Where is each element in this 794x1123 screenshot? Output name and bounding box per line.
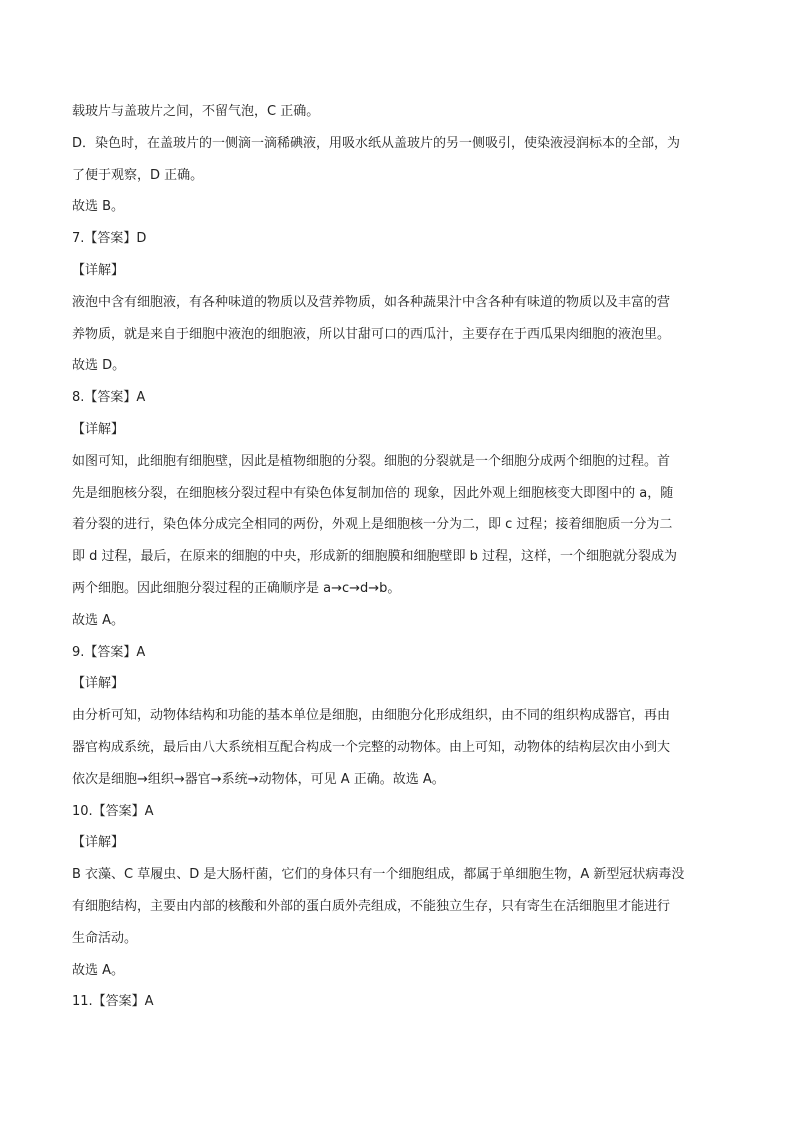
answer-heading-10: 10.【答案】A bbox=[72, 803, 154, 819]
text-line: 两个细胞。因此细胞分裂过程的正确顺序是 a→c→d→b。 bbox=[72, 580, 401, 596]
text-line: 养物质，就是来自于细胞中液泡的细胞液，所以甘甜可口的西瓜汁，主要存在于西瓜果肉细胞的液泡里。 bbox=[72, 326, 671, 342]
text-line: B 衣藻、C 草履虫、D 是大肠杆菌，它们的身体只有一个细胞组成，都属于单细胞生物，A 新型冠状病毒没 bbox=[72, 867, 685, 883]
answer-heading-11: 11.【答案】A bbox=[72, 994, 154, 1010]
text-line: 液泡中含有细胞液，有各种味道的物质以及营养物质，如各种蔬果汁中含各种有味道的物质以及丰富的营 bbox=[72, 294, 671, 310]
conclusion-line: 故选 D。 bbox=[72, 358, 126, 374]
conclusion-line: 故选 A。 bbox=[72, 612, 125, 628]
answer-heading-9: 9.【答案】A bbox=[72, 644, 146, 660]
detail-paragraph-8 bbox=[72, 446, 722, 605]
text-line: 有细胞结构，主要由内部的核酸和外部的蛋白质外壳组成，不能独立生存，只有寄生在活细胞里才能进行 bbox=[72, 898, 671, 914]
answer-heading-8: 8.【答案】A bbox=[72, 390, 146, 406]
document-page bbox=[72, 96, 722, 1018]
text-line: 先是细胞核分裂，在细胞核分裂过程中有染色体复制加倍的 现象，因此外观上细胞核变大即图中的 a，随 bbox=[72, 485, 674, 501]
conclusion-line: 故选 B。 bbox=[72, 199, 125, 215]
option-d-explanation bbox=[72, 128, 722, 192]
text-line: 由分析可知，动物体结构和功能的基本单位是细胞，由细胞分化形成组织，由不同的组织构成器官，再由 bbox=[72, 708, 671, 724]
text-line: 即 d 过程，最后，在原来的细胞的中央，形成新的细胞膜和细胞壁即 b 过程，这样，一个细胞就分裂成为 bbox=[72, 549, 678, 565]
detail-heading: 【详解】 bbox=[72, 262, 125, 278]
detail-paragraph-10 bbox=[72, 859, 722, 954]
text-line: 着分裂的进行，染色体分成完全相同的两份，外观上是细胞核一分为二，即 c 过程；接着细胞质一分为二 bbox=[72, 517, 673, 533]
text-line: 如图可知，此细胞有细胞壁，因此是植物细胞的分裂。细胞的分裂就是一个细胞分成两个细胞的过程。首 bbox=[72, 453, 671, 469]
text-line: 生命活动。 bbox=[72, 930, 138, 946]
detail-heading: 【详解】 bbox=[72, 421, 125, 437]
detail-paragraph-7 bbox=[72, 287, 722, 351]
conclusion-line: 故选 A。 bbox=[72, 962, 125, 978]
answer-heading-7: 7.【答案】D bbox=[72, 231, 147, 247]
text-line: D．染色时，在盖玻片的一侧滴一滴稀碘液，用吸水纸从盖玻片的另一侧吸引，使染液浸润标本的全部，为 bbox=[72, 135, 681, 151]
detail-paragraph-9 bbox=[72, 700, 722, 795]
detail-heading: 【详解】 bbox=[72, 676, 125, 692]
text-line: 载玻片与盖玻片之间，不留气泡，C 正确。 bbox=[72, 104, 320, 119]
text-line: 器官构成系统，最后由八大系统相互配合构成一个完整的动物体。由上可知，动物体的结构层次由小到大 bbox=[72, 739, 671, 755]
text-line: 依次是细胞→组织→器官→系统→动物体，可见 A 正确。故选 A。 bbox=[72, 771, 445, 787]
detail-heading: 【详解】 bbox=[72, 835, 125, 851]
text-line: 了便于观察，D 正确。 bbox=[72, 167, 204, 183]
